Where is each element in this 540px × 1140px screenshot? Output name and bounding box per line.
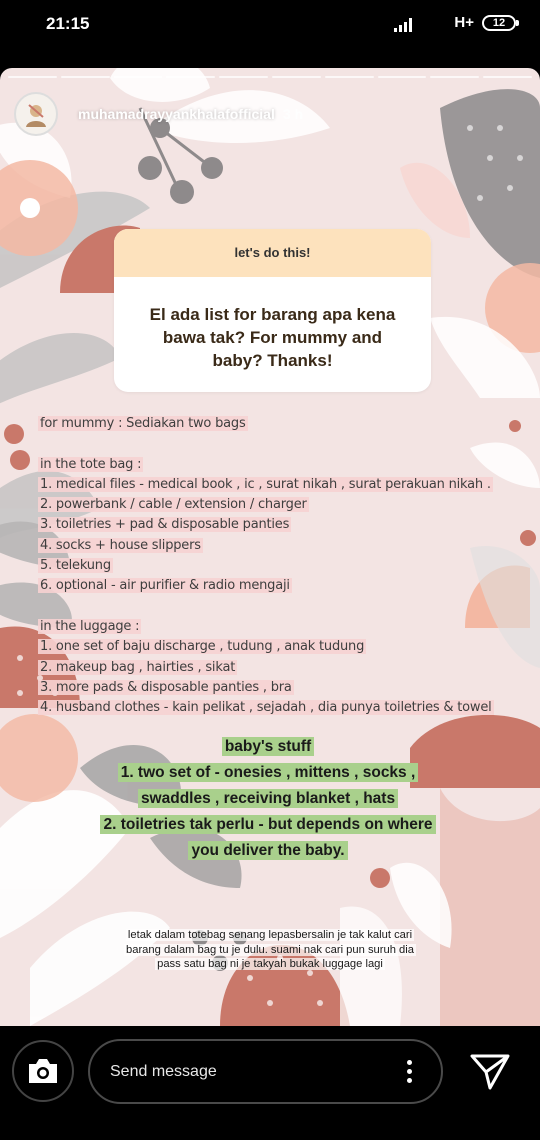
story-progress-bar bbox=[8, 76, 532, 78]
baby-stuff-list bbox=[58, 738, 478, 868]
network-type: H+ bbox=[454, 14, 474, 31]
note-text: letak dalam totebag senang lepasbersalin je tak kalut cari bbox=[127, 929, 413, 941]
list-item bbox=[38, 538, 538, 558]
question-text: El ada list for barang apa kena bawa tak? For mummy and baby? Thanks! bbox=[149, 305, 396, 370]
baby-stuff-text: you deliver the baby. bbox=[188, 841, 347, 860]
list-item-text: 1. medical files - medical book , ic , surat nikah , surat perakuan nikah . bbox=[40, 476, 491, 492]
camera-icon bbox=[26, 1057, 60, 1085]
avatar-icon bbox=[21, 99, 51, 129]
story-view[interactable] bbox=[0, 68, 540, 1026]
more-options-icon[interactable] bbox=[407, 1060, 413, 1083]
note-line bbox=[60, 943, 480, 958]
question-header: let's do this! bbox=[114, 229, 431, 277]
list-item bbox=[38, 477, 538, 497]
baby-stuff-text: 2. toiletries tak perlu - but depends on where bbox=[100, 815, 435, 834]
reply-bar bbox=[0, 1026, 540, 1140]
list-item-text: 6. optional - air purifier & radio mengaji bbox=[40, 578, 290, 594]
list-item-text: 4. socks + house slippers bbox=[40, 537, 201, 553]
list-item-text: 3. toiletries + pad & disposable panties bbox=[40, 517, 290, 533]
story-header[interactable] bbox=[14, 92, 303, 136]
list-item bbox=[38, 639, 538, 659]
status-time: 21:15 bbox=[46, 14, 90, 33]
list-item-text: 2. powerbank / cable / extension / charger bbox=[40, 497, 307, 513]
send-message-placeholder: Send message bbox=[110, 1063, 217, 1080]
baby-stuff-item bbox=[58, 790, 478, 816]
note-line bbox=[60, 957, 480, 972]
note-text: pass satu bag ni je takyah bukak luggage lagi bbox=[157, 958, 383, 970]
baby-stuff-item bbox=[58, 816, 478, 842]
list-item-text: in the tote bag : bbox=[40, 456, 142, 472]
list-item bbox=[38, 457, 538, 477]
list-item-text: 3. more pads & disposable panties , bra bbox=[40, 679, 292, 695]
baby-stuff-text: baby's stuff bbox=[222, 737, 314, 756]
baby-stuff-text: 1. two set of - onesies , mittens , socks , bbox=[118, 763, 419, 782]
list-item bbox=[38, 700, 538, 720]
list-item bbox=[38, 517, 538, 537]
list-item-text: for mummy : Sediakan two bags bbox=[40, 416, 246, 431]
list-item bbox=[38, 416, 538, 436]
camera-button[interactable] bbox=[12, 1040, 74, 1102]
list-gap bbox=[38, 599, 538, 619]
send-icon[interactable] bbox=[468, 1052, 512, 1092]
list-item-text: 4. husband clothes - kain pelikat , sejadah , dia punya toiletries & towel bbox=[40, 700, 492, 716]
avatar[interactable] bbox=[14, 92, 58, 136]
list-item bbox=[38, 497, 538, 517]
list-item-text: 2. makeup bag , hairties , sikat bbox=[40, 659, 236, 675]
baby-stuff-item bbox=[58, 764, 478, 790]
list-item bbox=[38, 680, 538, 700]
list-item bbox=[38, 578, 538, 598]
note-text: barang dalam bag tu je dulu. suami nak cari pun suruh dia bbox=[126, 943, 414, 956]
list-item-text: 1. one set of baju discharge , tudung , anak tudung bbox=[40, 639, 365, 655]
list-gap bbox=[38, 436, 538, 456]
list-item bbox=[38, 660, 538, 680]
signal-icon bbox=[394, 18, 412, 32]
story-username[interactable]: muhamadrayyankhalafofficial bbox=[78, 106, 275, 122]
list-item bbox=[38, 558, 538, 578]
baby-stuff-heading bbox=[58, 738, 478, 764]
note-line bbox=[60, 928, 480, 943]
list-item bbox=[38, 619, 538, 639]
baby-stuff-text: swaddles , receiving blanket , hats bbox=[138, 789, 398, 808]
list-item-text: 5. telekung bbox=[40, 558, 111, 574]
battery-icon: 12 bbox=[482, 15, 516, 31]
send-message-input[interactable] bbox=[88, 1039, 443, 1104]
list-item-text: in the luggage : bbox=[40, 618, 140, 634]
baby-stuff-item bbox=[58, 842, 478, 868]
story-note bbox=[60, 928, 480, 972]
story-time-ago: 3 h bbox=[282, 106, 304, 122]
status-bar bbox=[0, 0, 540, 50]
mummy-list bbox=[38, 416, 538, 720]
question-sticker bbox=[114, 229, 431, 392]
